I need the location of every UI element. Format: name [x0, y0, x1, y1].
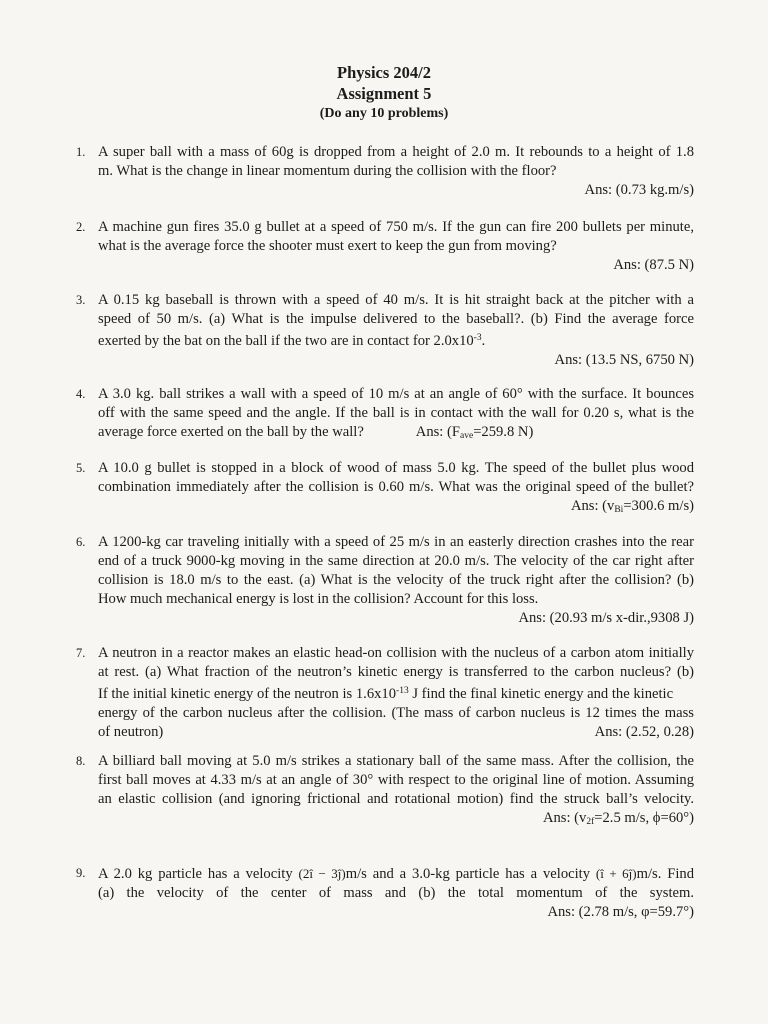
problem-text: A 3.0 kg. ball strikes a wall with a speed of 10 m/s at an angle of 60° with the surface. It bounces: [98, 386, 694, 402]
velocity-vector: (î + 6ĵ): [595, 866, 637, 881]
problem-text: J find the final kinetic energy and the kinetic: [408, 686, 674, 702]
problem-text: off with the same speed and the angle. If the ball is in contact with the wall for 0.20 s, what is the: [98, 405, 694, 421]
problem-text: A machine gun fires 35.0 g bullet at a speed of 750 m/s. If the gun can fire 200 bullets per minute,: [98, 219, 694, 235]
problem-text: If the initial kinetic energy of the neutron is 1.6x10: [98, 686, 397, 702]
problem-text: (a) the velocity of the center of mass and (b) the total momentum of the system.: [98, 885, 694, 901]
problem-4: [76, 385, 694, 446]
problem-answer: Ans: (2.52, 0.28): [594, 724, 694, 740]
page-header: [0, 62, 768, 123]
problem-text: speed of 50 m/s. (a) What is the impulse delivered to the baseball?. (b) Find the average force: [98, 311, 694, 327]
problem-text: A neutron in a reactor makes an elastic head-on collision with the nucleus of a carbon atom initially: [98, 645, 694, 661]
problem-number: 2.: [76, 220, 86, 234]
problem-text-line: [98, 682, 694, 704]
problem-text: at rest. (a) What fraction of the neutron’s kinetic energy is transferred to the carbon nucleus? (b): [98, 664, 694, 680]
answer-text: =2.5 m/s, ϕ=60°): [594, 810, 694, 826]
problem-answer: Ans: (13.5 NS, 6750 N): [554, 352, 694, 368]
problem-answer: Ans: (0.73 kg.m/s): [584, 182, 694, 198]
problem-text-line: [98, 423, 694, 446]
problem-number: 9.: [76, 866, 86, 880]
problem-text: average force exerted on the ball by the wall?: [98, 424, 364, 440]
problem-answer: Ans: (20.93 m/s x-dir.,9308 J): [518, 610, 694, 626]
assignment-title: Assignment 5: [336, 84, 432, 103]
problem-number: 8.: [76, 754, 86, 768]
answer-text: =259.8 N): [473, 424, 534, 440]
problem-answer: Ans: (87.5 N): [613, 257, 694, 273]
problem-number: 4.: [76, 387, 86, 401]
problem-8: [76, 752, 694, 832]
problem-text-line: [98, 723, 694, 742]
problem-text: first ball moves at 4.33 m/s at an angle of 30° with respect to the original line of motion. Assuming: [98, 772, 694, 788]
subscript: Bi: [614, 505, 624, 515]
problem-text: How much mechanical energy is lost in the collision? Account for this loss.: [98, 591, 539, 607]
problem-number: 5.: [76, 461, 86, 475]
problem-text: m. What is the change in linear momentum during the collision with the floor?: [98, 163, 557, 179]
problem-7: [76, 644, 694, 742]
problem-5: [76, 459, 694, 520]
problem-number: 6.: [76, 535, 86, 549]
problem-text: m/s. Find: [636, 866, 695, 882]
problem-number: 7.: [76, 646, 86, 660]
problem-answer: Ans: (2.78 m/s, φ=59.7°): [547, 904, 694, 920]
problem-text: A super ball with a mass of 60g is dropped from a height of 2.0 m. It rebounds to a height of 1.8: [98, 144, 694, 160]
problem-text: end of a truck 9000-kg moving in the same direction at 20.0 m/s. The velocity of the car right after: [98, 553, 694, 569]
problem-2: [76, 218, 694, 275]
velocity-vector: (2î − 3ĵ): [298, 866, 346, 881]
problem-answer: [98, 497, 694, 520]
answer-text: Ans: (v: [542, 810, 587, 826]
problem-answer: [98, 809, 694, 832]
problem-text: what is the average force the shooter must exert to keep the gun from moving?: [98, 238, 557, 254]
answer-text: Ans: (F: [415, 424, 460, 440]
problem-number: 3.: [76, 293, 86, 307]
problem-text: A 10.0 g bullet is stopped in a block of wood of mass 5.0 kg. The speed of the bullet plus wood: [98, 460, 694, 476]
problem-6: [76, 533, 694, 628]
problem-number: 1.: [76, 145, 86, 159]
problem-text: .: [481, 333, 486, 349]
exponent: -13: [396, 686, 409, 696]
problem-1: [76, 143, 694, 200]
instructions-note: (Do any 10 problems): [319, 106, 449, 121]
problem-answer: [416, 424, 534, 440]
problem-text-line: [98, 329, 694, 351]
problem-text: A 2.0 kg particle has a velocity: [98, 866, 293, 882]
problem-text-line: [98, 864, 694, 884]
course-title: Physics 204/2: [337, 63, 431, 82]
problem-text: A 0.15 kg baseball is thrown with a speed of 40 m/s. It is hit straight back at the pitcher with a: [98, 292, 694, 308]
subscript: 2f: [586, 817, 595, 827]
problem-text: A billiard ball moving at 5.0 m/s strikes a stationary ball of the same mass. After the collision, the: [98, 753, 694, 769]
exponent: -3: [473, 333, 482, 343]
answer-text: =300.6 m/s): [623, 498, 694, 514]
problem-9: [76, 864, 694, 922]
problem-text: A 1200-kg car traveling initially with a speed of 25 m/s in an easterly direction crashes into the rear: [98, 534, 694, 550]
problem-3: [76, 291, 694, 370]
problem-text: combination immediately after the collision is 0.60 m/s. What was the original speed of the bullet?: [98, 479, 694, 495]
problem-text: collision is 18.0 m/s to the east. (a) What is the velocity of the truck right after the collision? (b): [98, 572, 694, 588]
problem-text: energy of the carbon nucleus after the collision. (The mass of carbon nucleus is 12 times the mass: [98, 705, 694, 721]
problem-text: m/s and a 3.0-kg particle has a velocity: [345, 866, 591, 882]
answer-text: Ans: (v: [570, 498, 615, 514]
problem-text: exerted by the bat on the ball if the two are in contact for 2.0x10: [98, 333, 474, 349]
problem-text: an elastic collision (and ignoring frictional and rotational motion) find the struck ball’s velocity.: [98, 791, 694, 807]
problem-text: of neutron): [98, 724, 164, 740]
subscript: ave: [460, 431, 474, 441]
